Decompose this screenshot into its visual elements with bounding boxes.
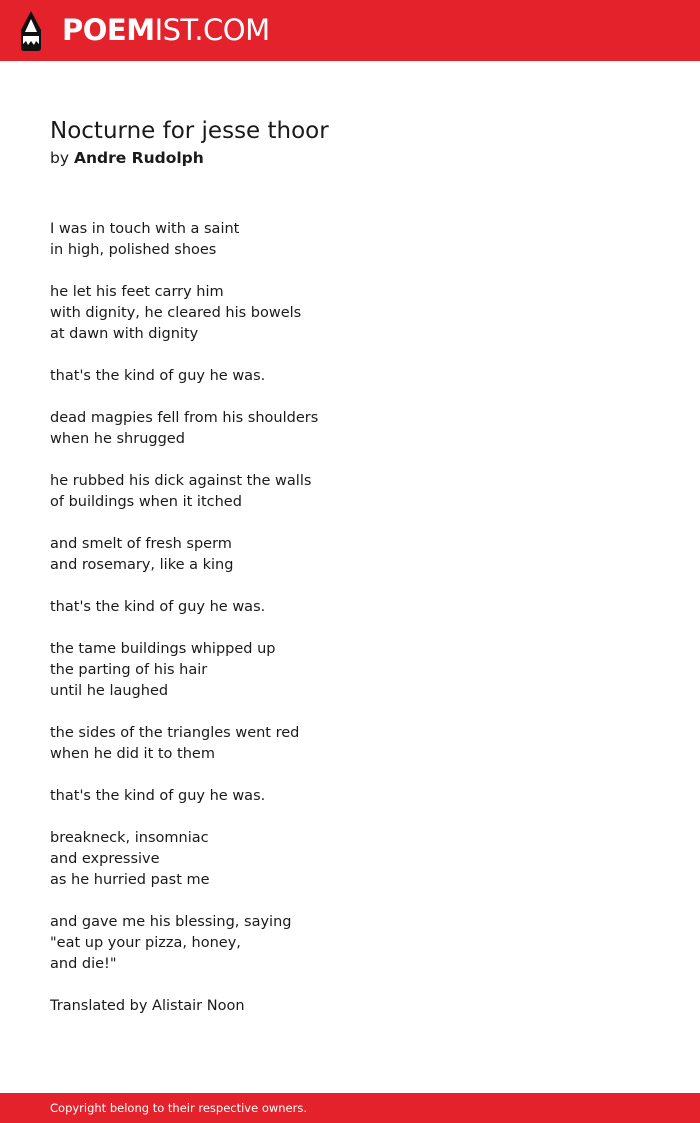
poem-line: until he laughed bbox=[50, 683, 169, 699]
poem-stanza bbox=[50, 828, 650, 891]
poem-line: that's the kind of guy he was. bbox=[50, 368, 266, 384]
poem-line: in high, polished shoes bbox=[50, 242, 217, 258]
poem-line: dead magpies fell from his shoulders bbox=[50, 410, 319, 426]
poem-stanza bbox=[50, 408, 650, 450]
poem-line: and die!" bbox=[50, 956, 117, 972]
poem-line: the tame buildings whipped up bbox=[50, 641, 276, 657]
poem-stanza bbox=[50, 219, 650, 261]
by-label: by bbox=[50, 149, 70, 167]
poem-line: Translated by Alistair Noon bbox=[50, 998, 245, 1014]
poem-title: Nocturne for jesse thoor bbox=[50, 118, 329, 144]
poem-line: "eat up your pizza, honey, bbox=[50, 935, 241, 951]
poem-stanza bbox=[50, 639, 650, 702]
poem-stanza bbox=[50, 534, 650, 576]
poem-line: that's the kind of guy he was. bbox=[50, 599, 266, 615]
pen-nib-icon[interactable] bbox=[17, 10, 45, 52]
poem-stanza bbox=[50, 786, 650, 807]
poem-stanza bbox=[50, 912, 650, 975]
poem-line: and rosemary, like a king bbox=[50, 557, 234, 573]
brand-name-bold: POEM bbox=[62, 13, 155, 47]
poem-stanza bbox=[50, 471, 650, 513]
poem-byline bbox=[50, 147, 650, 169]
site-logo[interactable] bbox=[62, 13, 270, 47]
poem-line: of buildings when it itched bbox=[50, 494, 242, 510]
poem-line: I was in touch with a saint bbox=[50, 221, 240, 237]
poem-line: that's the kind of guy he was. bbox=[50, 788, 266, 804]
site-footer bbox=[0, 1093, 700, 1123]
poem-line: with dignity, he cleared his bowels bbox=[50, 305, 302, 321]
poem-content bbox=[50, 116, 650, 1038]
poem-line: when he did it to them bbox=[50, 746, 215, 762]
brand-name-light: IST.COM bbox=[154, 13, 270, 47]
poem-stanza bbox=[50, 597, 650, 618]
poem-line: and smelt of fresh sperm bbox=[50, 536, 232, 552]
copyright-text: Copyright belong to their respective owners. bbox=[50, 1101, 308, 1115]
poem-line: when he shrugged bbox=[50, 431, 185, 447]
poem-body bbox=[50, 219, 650, 1017]
poem-line: at dawn with dignity bbox=[50, 326, 199, 342]
poem-stanza bbox=[50, 282, 650, 345]
poem-line: and gave me his blessing, saying bbox=[50, 914, 292, 930]
poem-line: he let his feet carry him bbox=[50, 284, 224, 300]
poem-stanza bbox=[50, 723, 650, 765]
poem-line: he rubbed his dick against the walls bbox=[50, 473, 312, 489]
poem-stanza bbox=[50, 996, 650, 1017]
poem-line: the parting of his hair bbox=[50, 662, 208, 678]
poem-line: breakneck, insomniac bbox=[50, 830, 209, 846]
poem-line: and expressive bbox=[50, 851, 160, 867]
poem-line: the sides of the triangles went red bbox=[50, 725, 300, 741]
poem-author[interactable]: Andre Rudolph bbox=[73, 149, 204, 167]
poem-line: as he hurried past me bbox=[50, 872, 210, 888]
poem-stanza bbox=[50, 366, 650, 387]
site-header bbox=[0, 0, 700, 61]
